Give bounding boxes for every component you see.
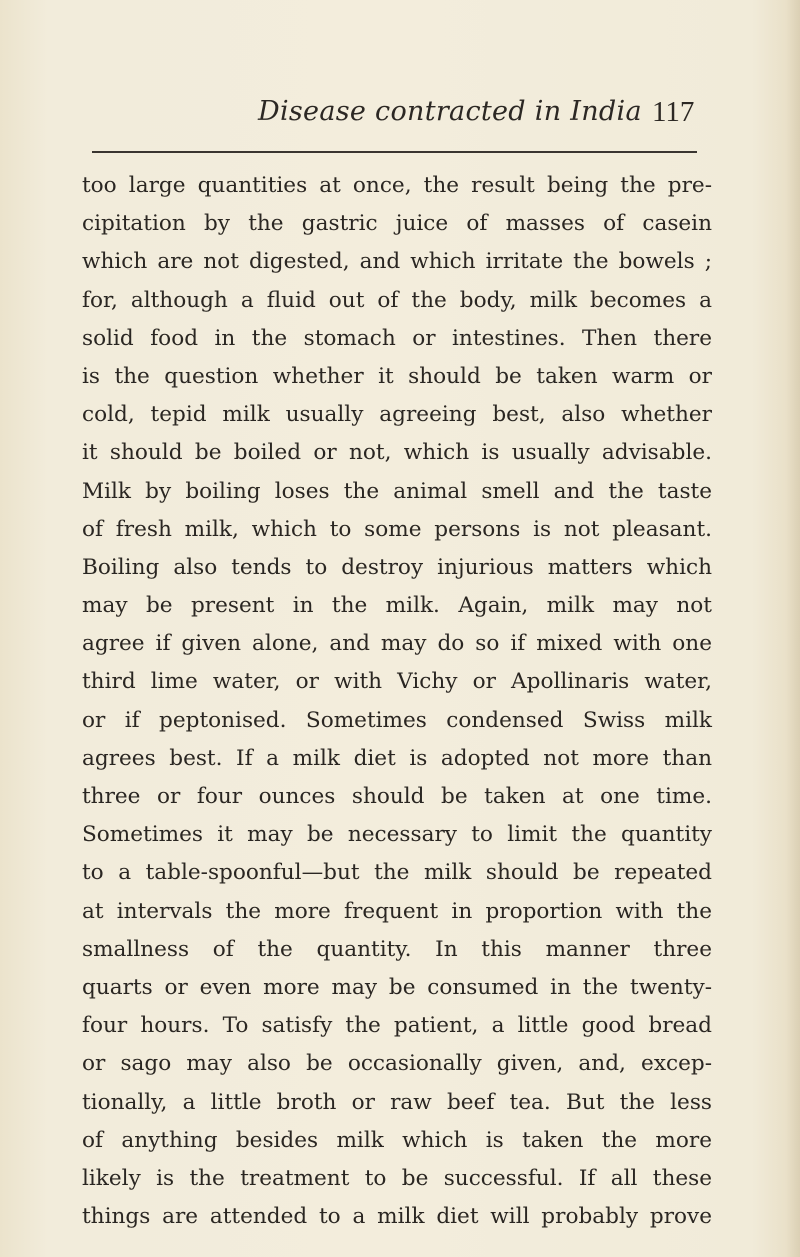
text-line: or if peptonised. Sometimes condensed Swiss milk (82, 707, 712, 733)
text-line: third lime water, or with Vichy or Apollinaris water, (82, 669, 712, 695)
text-line: Milk by boiling loses the animal smell and the taste (82, 478, 712, 504)
running-title: Disease contracted in India (258, 96, 642, 127)
body-text (82, 167, 712, 1236)
text-line: cipitation by the gastric juice of masses of casein (82, 211, 712, 237)
text-line: smallness of the quantity. In this manner three (82, 936, 712, 962)
text-line: or sago may also be occasionally given, and, excep- (82, 1051, 712, 1077)
page-header (0, 96, 800, 140)
text-line: of fresh milk, which to some persons is not pleasant. (82, 516, 712, 542)
text-line: agree if given alone, and may do so if mixed with one (82, 631, 712, 657)
page-number: 117 (652, 96, 695, 128)
text-line: Boiling also tends to destroy injurious matters which (82, 554, 712, 580)
text-line: it should be boiled or not, which is usually advisable. (82, 440, 712, 466)
page-edge-shadow (786, 0, 800, 1257)
text-line: is the question whether it should be taken warm or (82, 363, 712, 389)
header-rule (92, 151, 697, 153)
text-line: for, although a fluid out of the body, milk becomes a (82, 287, 712, 313)
text-line: at intervals the more frequent in proportion with the (82, 898, 712, 924)
text-line: quarts or even more may be consumed in the twenty- (82, 974, 712, 1000)
text-line: tionally, a little broth or raw beef tea. But the less (82, 1089, 712, 1115)
text-line: of anything besides milk which is taken the more (82, 1127, 712, 1153)
text-line: likely is the treatment to be successful. If all these (82, 1165, 712, 1191)
text-line: agrees best. If a milk diet is adopted not more than (82, 745, 712, 771)
text-line: Sometimes it may be necessary to limit the quantity (82, 822, 712, 848)
text-line: solid food in the stomach or intestines. Then there (82, 325, 712, 351)
text-line: too large quantities at once, the result being the pre- (82, 173, 712, 198)
text-line: to a table-spoonful—but the milk should be repeated (82, 860, 712, 886)
text-line: may be present in the milk. Again, milk may not (82, 593, 712, 619)
text-line: cold, tepid milk usually agreeing best, also whether (82, 402, 712, 428)
text-line: four hours. To satisfy the patient, a little good bread (82, 1013, 712, 1039)
text-line: things are attended to a milk diet will probably prove (82, 1204, 712, 1230)
text-line: three or four ounces should be taken at one time. (82, 784, 712, 809)
text-line: which are not digested, and which irritate the bowels ; (82, 249, 712, 275)
